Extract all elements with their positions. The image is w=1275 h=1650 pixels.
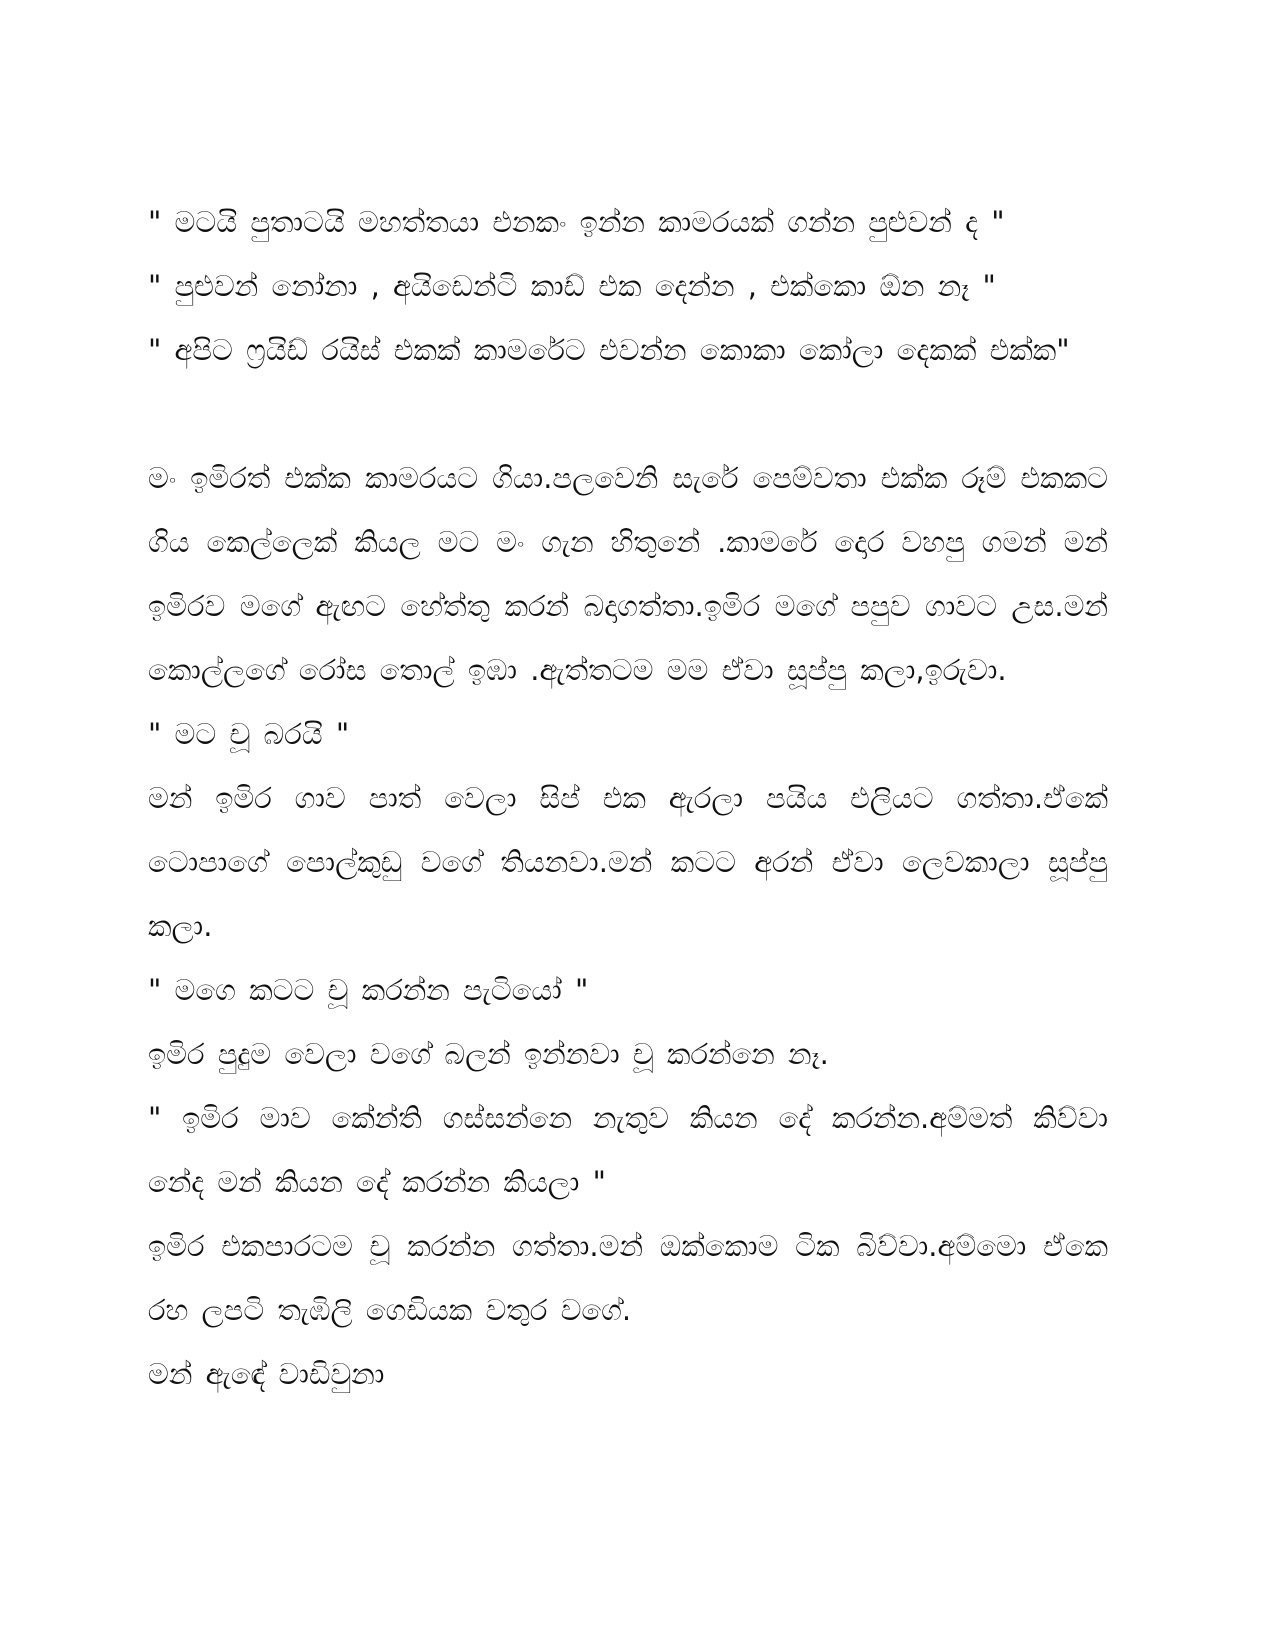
dialogue-line-5: " මගෙ කටට චූ කරන්න පැටියෝ " (148, 973, 589, 1007)
dialogue-line-3: " අපිට ෆ්‍රයිඩ් රයිස් එකක් කාමරේට එවන්න කොකා කෝලා දෙකක් එක්ක" (148, 333, 1070, 367)
narrative-line-3: ඉමිර පුදුම වෙලා වගේ බලන් ඉන්නවා චූ කරන්නෙ නෑ. (148, 1037, 829, 1071)
document-body (148, 190, 1108, 1406)
dialogue-line-1: " මටයි පුතාටයි මහත්තයා එනකං ඉන්න කාමරයක් ගන්න පුළුවන් ද " (148, 205, 1005, 239)
narrative-paragraph-2: මන් ඉමිර ගාව පාත් වෙලා සිප් එක ඇරලා පයිය එලියට ගත්තා.ඒකේ ටොපාගේ පොල්කුඩු වගේ තියනවා.මන් කටට අරන් ඒවා ලෙවකාලා සූප්පු කලා. (148, 781, 1108, 943)
dialogue-line-2: " පුළුවන් නෝනා , අයිඩෙන්ටි කාඩ් එක දෙන්න , එක්කො ඕන නෑ " (148, 269, 996, 303)
narrative-paragraph-1: මං ඉමිරත් එක්ක කාමරයට ගියා.පලවෙනි සැරේ පෙම්වතා එක්ක රූම් එකකට ගිය කෙල්ලෙක් කියල මට මං ගැන හිතුනේ .කාමරේ දොර වහපු ගමන් මන් ඉමිරව මගේ ඇඟට හේත්තු කරන් බදාගත්තා.ඉමිර මගේ පපුව ගාවට උස.මන් කොල්ලගේ රෝස තොල් ඉඹා .ඇත්තටම මම ඒවා සූප්පු කලා,ඉරුවා. (148, 461, 1108, 687)
narrative-line-5: මන් ඇඳේ වාඩිවුනා (148, 1357, 385, 1391)
narrative-paragraph-4: ඉමිර එකපාරටම චූ කරන්න ගත්තා.මන් ඔක්කොම ටික බිව්වා.අම්මො ඒකෙ රහ ලපටි තැඹිලි ගෙඩියක වතුර වගේ. (148, 1229, 1108, 1327)
paragraph-gap (148, 382, 1108, 446)
dialogue-line-6: " ඉමිර මාව කේන්ති ගස්සන්නෙ නැතුව කියන දේ කරන්න.අම්මත් කිව්වා නේද මන් කියන දේ කරන්න කියලා " (148, 1101, 1108, 1199)
dialogue-line-4: " මට චූ බරයි " (148, 717, 350, 751)
